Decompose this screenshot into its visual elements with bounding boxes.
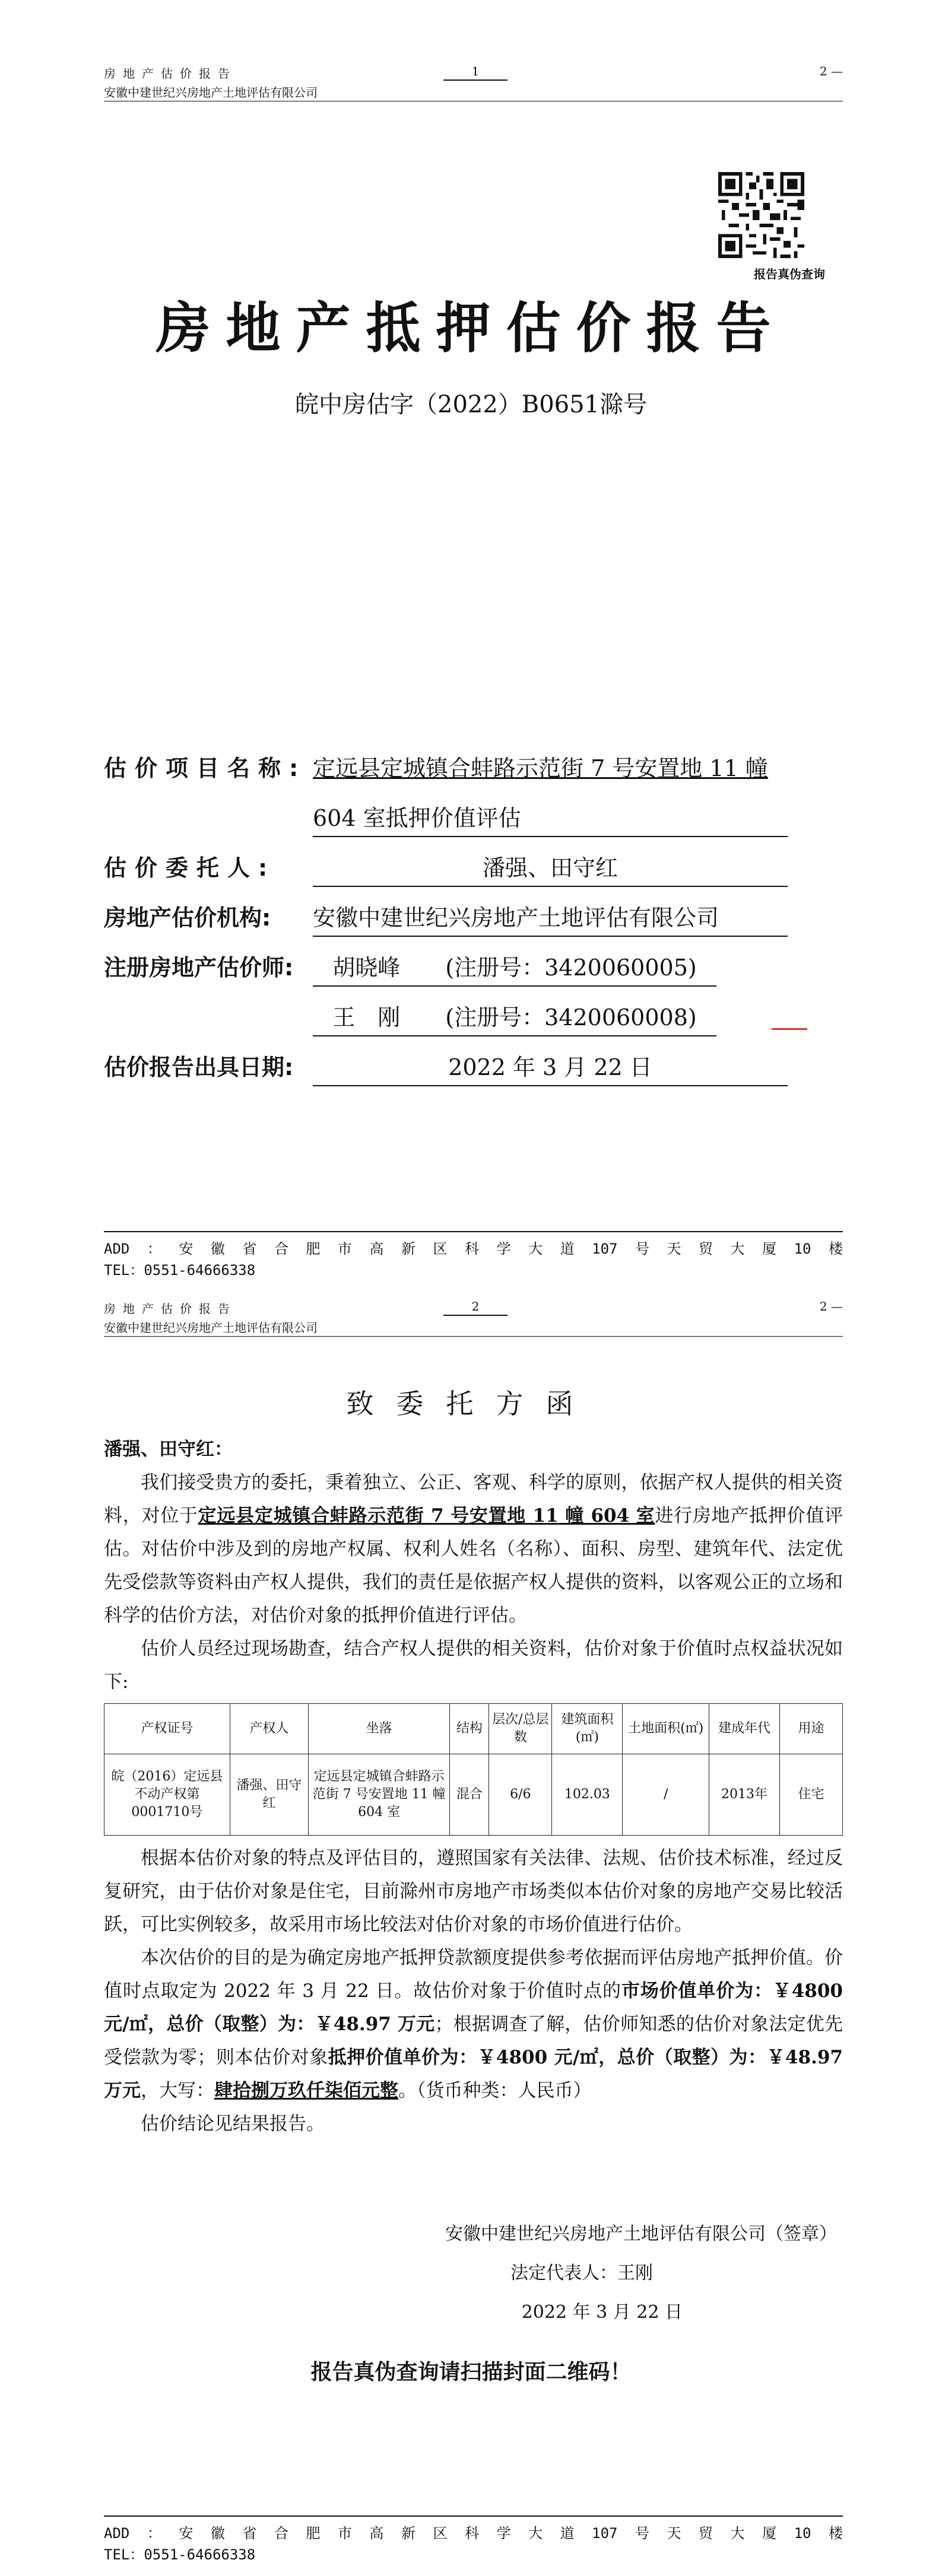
header-rule bbox=[104, 1336, 843, 1337]
project-value-line1: 定远县定城镇合蚌路示范街 7 号安置地 11 幢 bbox=[313, 755, 768, 781]
footer-tel: TEL：0551-64666338 bbox=[104, 2546, 256, 2563]
paragraph-4: 本次估价的目的是为确定房地产抵押贷款额度提供参考依据而评估房地产抵押价值。价值时点取定为 2022 年 3 月 22 日。故估价对象于价值时点的市场价值单价为：￥4800 元/㎡，总价（取整）为：￥48.97 万元；根据调查了解，估价师知悉的估价对象法定优先受偿款为零；则本估价对象抵押价值单价为：￥4800 元/㎡，总价（取整）为：￥48.97 万元，大写：肆拾捌万玖仟柒佰元整。（货币种类：人民币） bbox=[104, 1947, 843, 2101]
table-header: 土地面积(㎡) bbox=[623, 1704, 709, 1754]
footer-address: ADD：安徽省合肥市高新区科学大道107号天贸大厦10楼 bbox=[104, 1241, 843, 1257]
table-header-row bbox=[104, 1704, 843, 1754]
project-row-cont bbox=[104, 791, 846, 841]
header-company: 安徽中建世纪兴房地产土地评估有限公司 bbox=[104, 1321, 318, 1335]
qr-code-icon[interactable] bbox=[718, 172, 804, 258]
footer bbox=[104, 2515, 843, 2565]
appraiser-row-2 bbox=[104, 991, 846, 1041]
letter-body bbox=[104, 1433, 843, 2141]
project-value-line2: 604 室抵押价值评估 bbox=[313, 800, 788, 837]
paragraph-1: 我们接受贵方的委托，秉着独立、公正、客观、科学的原则，依据产权人提供的相关资料，对位于定远县定城镇合蚌路示范街 7 号安置地 11 幢 604 室进行房地产抵押价值评估。对估价中涉及到的房地产权属、权利人姓名（名称）、面积、房型、建筑年代、法定优先受偿款等资料由产权人提供，我们的责任是依据产权人提供的资料，以客观公正的立场和科学的估价方法，对估价对象的抵押价值进行评估。 bbox=[104, 1472, 843, 1626]
table-cell: 6/6 bbox=[489, 1754, 552, 1836]
header-total-pages: 2 — bbox=[819, 64, 843, 78]
footer-rule bbox=[104, 1231, 843, 1232]
header-total-pages: 2 — bbox=[819, 1299, 843, 1314]
header-report-type: 房地产估价报告 bbox=[104, 66, 237, 81]
table-row bbox=[104, 1754, 843, 1836]
client-label: 估价委托人: bbox=[104, 855, 276, 881]
page-letter bbox=[0, 1293, 942, 2576]
table-header: 层次/总层数 bbox=[489, 1704, 552, 1754]
header-report-type: 房地产估价报告 bbox=[104, 1302, 237, 1316]
sign-company: 安徽中建世纪兴房地产土地评估有限公司（签章） bbox=[445, 2224, 837, 2244]
table-cell: 2013年 bbox=[709, 1754, 779, 1836]
table-cell: / bbox=[623, 1754, 709, 1836]
sign-date: 2022 年 3 月 22 日 bbox=[521, 2302, 683, 2323]
paragraph-2: 估价人员经过现场勘查，结合产权人提供的相关资料，估价对象于价值时点权益状况如下: bbox=[104, 1638, 843, 1693]
header-page-number: 2 bbox=[443, 1299, 508, 1316]
cover-title: 房地产抵押估价报告 bbox=[156, 297, 786, 360]
sign-representative: 法定代表人：王刚 bbox=[510, 2263, 653, 2284]
appraiser-row bbox=[104, 941, 846, 991]
footer-address: ADD：安徽省合肥市高新区科学大道107号天贸大厦10楼 bbox=[104, 2525, 843, 2542]
date-label: 估价报告出具日期: bbox=[104, 1054, 294, 1080]
agency-value: 安徽中建世纪兴房地产土地评估有限公司 bbox=[313, 899, 788, 937]
table-cell: 102.03 bbox=[552, 1754, 623, 1836]
appraiser-2: 王 刚 (注册号：3420060008) bbox=[313, 999, 716, 1036]
qr-caption: 报告真伪查询 bbox=[754, 267, 825, 281]
report-code: 皖中房估字（2022）B0651滁号 bbox=[295, 391, 647, 418]
footer-tel: TEL：0551-64666338 bbox=[104, 1262, 256, 1279]
table-header: 结构 bbox=[450, 1704, 489, 1754]
salutation: 潘强、田守红： bbox=[104, 1439, 233, 1460]
running-header bbox=[104, 64, 843, 106]
footer-rule bbox=[104, 2515, 843, 2517]
table-header: 建筑面积(㎡) bbox=[552, 1704, 623, 1754]
appraiser-1: 胡晓峰 (注册号：3420060005) bbox=[313, 949, 716, 987]
client-row bbox=[104, 841, 846, 891]
table-header: 建成年代 bbox=[709, 1704, 779, 1754]
cover-info-block bbox=[104, 742, 846, 1090]
header-company: 安徽中建世纪兴房地产土地评估有限公司 bbox=[104, 85, 318, 100]
project-row bbox=[104, 742, 846, 791]
paragraph-3: 根据本估价对象的特点及评估目的，遵照国家有关法律、法规、估价技术标准，经过反复研究，由于估价对象是住宅，目前滁州市房地产市场类似本估价对象的房地产交易比较活跃，可比实例较多，故采用市场比较法对估价对象的市场价值进行估价。 bbox=[104, 1847, 843, 1935]
table-cell: 皖（2016）定远县不动产权第0001710号 bbox=[104, 1754, 230, 1836]
table-cell: 潘强、田守红 bbox=[230, 1754, 308, 1836]
table-header: 坐落 bbox=[309, 1704, 450, 1754]
table-cell: 混合 bbox=[450, 1754, 489, 1836]
table-cell: 定远县定城镇合蚌路示范街 7 号安置地 11 幢 604 室 bbox=[309, 1754, 450, 1836]
client-value: 潘强、田守红 bbox=[313, 850, 788, 887]
table-cell: 住宅 bbox=[780, 1754, 843, 1836]
letter-title: 致委托方函 bbox=[346, 1388, 596, 1420]
table-header: 产权人 bbox=[230, 1704, 308, 1754]
verify-note: 报告真伪查询请扫描封面二维码！ bbox=[310, 2360, 632, 2384]
project-label: 估价项目名称: bbox=[104, 755, 307, 781]
footer bbox=[104, 1231, 843, 1281]
date-value: 2022 年 3 月 22 日 bbox=[313, 1049, 788, 1086]
table-header: 用途 bbox=[780, 1704, 843, 1754]
running-header bbox=[104, 1299, 843, 1341]
agency-row bbox=[104, 891, 846, 941]
red-underline-mark bbox=[772, 1028, 807, 1030]
table-header: 产权证号 bbox=[104, 1704, 230, 1754]
rights-table bbox=[104, 1703, 843, 1836]
appraiser-label: 注册房地产估价师: bbox=[104, 955, 294, 981]
date-row bbox=[104, 1041, 846, 1090]
paragraph-5: 估价结论见结果报告。 bbox=[141, 2113, 325, 2135]
header-page-number: 1 bbox=[443, 64, 508, 81]
agency-label: 房地产估价机构: bbox=[104, 905, 271, 931]
